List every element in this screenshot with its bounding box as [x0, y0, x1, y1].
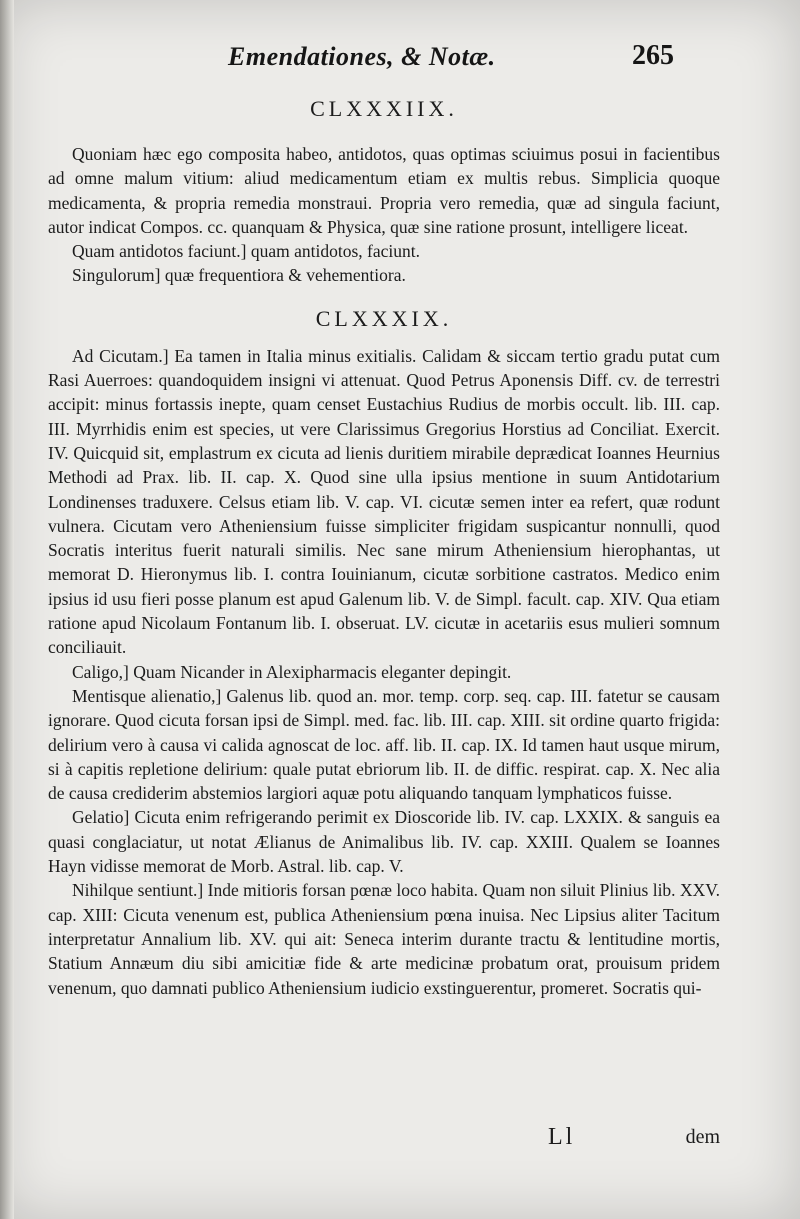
page-body: [48, 96, 720, 1000]
section-clxxxiix: [48, 96, 720, 288]
page-footer: [48, 1124, 720, 1164]
paragraph: Quoniam hæc ego composita habeo, antidotos, quas optimas sciuimus posui in facientibus ad omne malum vitium: aliud medicamentum etiam ex multis rebus. Simplicia quoque medicamenta, & propria remedia monstraui. Propria vero remedia, quæ ad singula faciunt, autor indicat Compos. cc. quanquam & Physica, quæ sine ratione prosunt, intelligere liceat.: [48, 144, 720, 237]
lemma-paragraph: Singulorum] quæ frequentiora & vehementiora.: [72, 265, 406, 286]
paragraph: Nihilque sentiunt.] Inde mitioris forsan pœnæ loco habita. Quam non siluit Plinius lib. XXV. cap. XIII: Cicuta venenum est, publica Atheniensium pœna inuisa. Nec Lipsius aliter Tacitum interpretatur Annalium lib. XV. qui ait: Seneca interim durante tractu & lentitudine mortis, Statium Annæum diu sibi amicitiæ fide & arte medicinæ probatum orat, prouisum pridem venenum, quo damnati publico Atheniensium iudicio exstinguerentur, promeret. Socratis qui-: [48, 880, 720, 998]
paragraph: Ad Cicutam.] Ea tamen in Italia minus exitialis. Calidam & siccam tertio gradu putat cum Rasi Auerroes: quandoquidem insigni vi attenuat. Quod Petrus Aponensis Diff. cv. de terrestri accipit: minus fortassis inepte, quam censet Eustachius Rudius de morbis occult. lib. III. cap. III. Myrrhidis enim est species, ut vere Clarissimus Gregorius Horstius ad Conciliat. Exercit. IV. Quicquid sit, emplastrum ex cicuta ad lienis duritiem mirabile deprædicat Ioannes Heurnius Methodi ad Prax. lib. II. cap. X. Quod sine ulla ipsius mentione in suum Antidotarium Londinenses traduxere. Celsus etiam lib. V. cap. VI. cicutæ semen inter ea refert, quæ rodunt vulnera. Cicutam vero Atheniensium fuisse simpliciter frigidam suspicantur nonnulli, quod Socratis interitus fuerit naturali similis. Nec sane mirum Atheniensium hierophantas, ut memorat D. Hieronymus lib. I. contra Iouinianum, cicutæ sorbitione castratos. Medico enim ipsius id usu fieri posse planum est apud Galenum lib. V. de Simpl. facult. cap. XIV. Qua etiam ratione apud Nicolaum Fontanum lib. I. obseruat. LV. cicutæ in acetariis esus mulieri somnum conciliauit.: [48, 345, 720, 658]
running-title: Emendationes, & Notæ.: [228, 42, 496, 71]
section-clxxxix: [48, 306, 720, 1000]
paragraph: Gelatio] Cicuta enim refrigerando perimit ex Dioscoride lib. IV. cap. LXXIX. & sanguis ea quasi conglaciatur, ut notat Ælianus de Animalibus lib. IV. cap. XXIII. Qualem se Ioannes Hayn vidisse memorat de Morb. Astral. lib. cap. V.: [48, 807, 720, 877]
page-gutter-shadow: [0, 0, 14, 1219]
section-heading: CLXXXIX.: [315, 305, 453, 331]
page-header: [0, 40, 800, 80]
page-number: 265: [632, 40, 674, 71]
catchword: dem: [685, 1126, 720, 1148]
lemma-paragraph: Quam antidotos faciunt.] quam antidotos, faciunt.: [72, 241, 420, 262]
section-heading: CLXXXIIX.: [310, 96, 458, 121]
signature-mark: Ll: [548, 1124, 576, 1150]
paragraph: Mentisque alienatio,] Galenus lib. quod an. mor. temp. corp. seq. cap. III. fatetur se causam ignorare. Quod cicuta forsan ipsi de Simpl. med. fac. lib. III. cap. XIII. sit ordine quarto frigida: delirium vero à causa vi calida agnoscat de loc. aff. lib. II. cap. IX. Id tamen haut usque mirum, si à capitis repletione delirium: quale putat ebriorum lib. II. de diffic. respirat. cap. X. Nec alia de causa crediderim abstemios largiori aquæ potu aliquando tanquam lymphaticos fuisse.: [48, 685, 720, 804]
paragraph: Caligo,] Quam Nicander in Alexipharmacis eleganter depingit.: [72, 661, 512, 682]
